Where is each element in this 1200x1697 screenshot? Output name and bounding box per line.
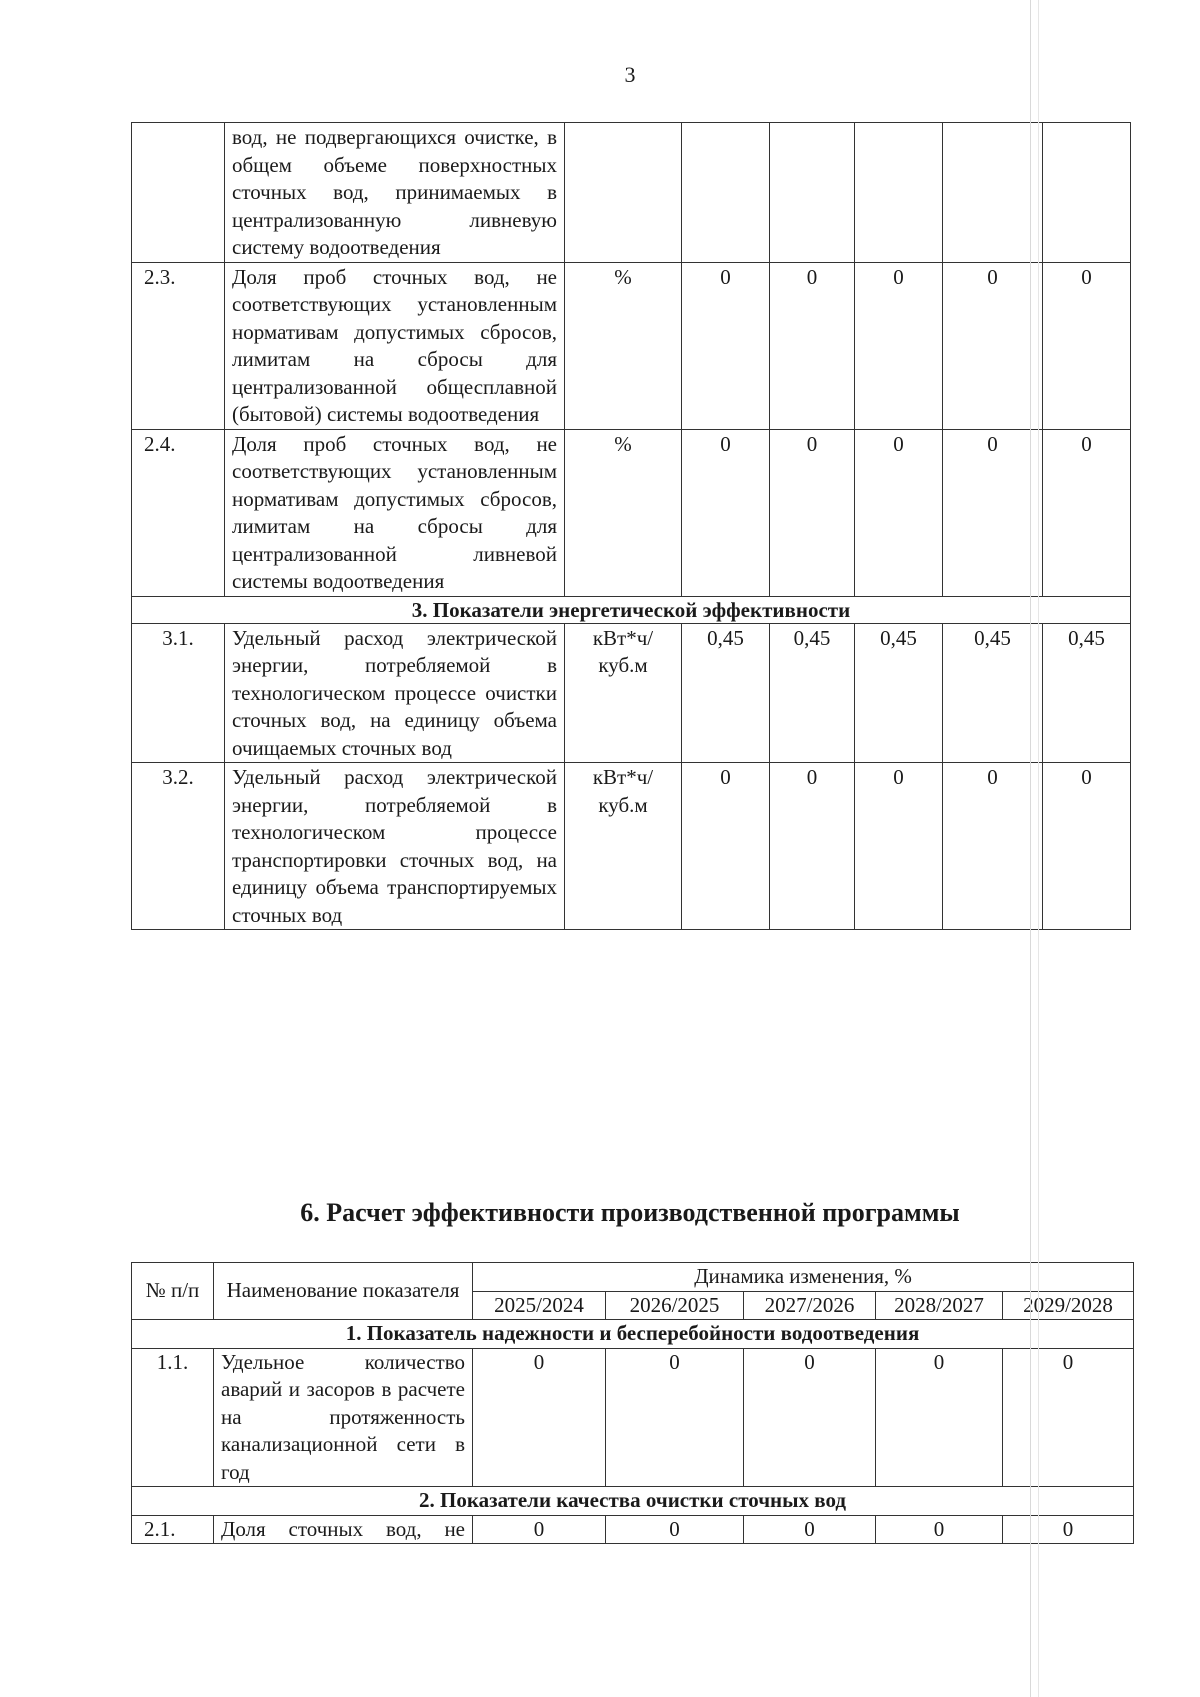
- indicator-name: вод, не подвергающихся очистке, в общем объеме поверхностных сточных вод, принимаемых в централизованную ливневую систему водоотведения: [225, 123, 565, 263]
- value-cell: 0: [943, 429, 1043, 596]
- value-cell: 0,45: [682, 623, 770, 763]
- indicator-name: Доля проб сточных вод, не соответствующих установленным нормативам допустимых сбросов, лимитам на сбросы для централизованной общесплавной (бытовой) системы водоотведения: [225, 262, 565, 429]
- col-number-header: № п/п: [132, 1263, 214, 1320]
- scan-artifact-line: [1030, 0, 1031, 1697]
- indicator-name: Удельный расход электрической энергии, потребляемой в технологическом процессе транспортировки сточных вод, на единицу объема транспортируемых сточных вод: [225, 763, 565, 930]
- section-title: 1. Показатель надежности и бесперебойности водоотведения: [132, 1320, 1134, 1349]
- value-cell: [855, 123, 943, 263]
- section-row: [132, 1487, 1134, 1516]
- value-cell: 0: [855, 262, 943, 429]
- table-row: [132, 429, 1131, 596]
- indicator-name: Удельное количество аварий и засоров в расчете на протяженность канализационной сети в год: [214, 1348, 473, 1487]
- indicator-name: Удельный расход электрической энергии, потребляемой в технологическом процессе очистки сточных вод, на единицу объема очищаемых сточных вод: [225, 623, 565, 763]
- unit-cell: кВт*ч/куб.м: [565, 763, 682, 930]
- value-cell: 0: [682, 763, 770, 930]
- indicator-name: Доля проб сточных вод, не соответствующих установленным нормативам допустимых сбросов, лимитам на сбросы для централизованной ливневой системы водоотведения: [225, 429, 565, 596]
- value-cell: 0: [876, 1348, 1003, 1487]
- row-number: 2.4.: [132, 429, 225, 596]
- value-cell: [770, 123, 855, 263]
- table-row: [132, 763, 1131, 930]
- value-cell: 0: [1003, 1348, 1134, 1487]
- value-cell: 0,45: [770, 623, 855, 763]
- value-cell: 0: [943, 763, 1043, 930]
- unit-cell: кВт*ч/куб.м: [565, 623, 682, 763]
- year-header: 2029/2028: [1003, 1291, 1134, 1320]
- value-cell: 0: [473, 1515, 606, 1544]
- table-row: [132, 1348, 1134, 1487]
- unit-cell: %: [565, 429, 682, 596]
- value-cell: 0: [682, 429, 770, 596]
- year-header: 2025/2024: [473, 1291, 606, 1320]
- section-row: [132, 596, 1131, 623]
- value-cell: 0: [606, 1515, 744, 1544]
- row-number: 2.3.: [132, 262, 225, 429]
- scan-artifact-line: [1038, 0, 1039, 1697]
- page-number: 3: [624, 62, 636, 87]
- table-row: [132, 123, 1131, 263]
- value-cell: 0: [473, 1348, 606, 1487]
- year-header: 2027/2026: [744, 1291, 876, 1320]
- indicators-table-continued: [131, 122, 1131, 930]
- value-cell: 0: [1003, 1515, 1134, 1544]
- value-cell: 0: [855, 763, 943, 930]
- value-cell: 0: [1043, 262, 1131, 429]
- col-dynamics-header: Динамика изменения, %: [473, 1263, 1134, 1292]
- efficiency-table: [131, 1262, 1134, 1544]
- value-cell: 0: [876, 1515, 1003, 1544]
- row-number: 1.1.: [132, 1348, 214, 1487]
- value-cell: [1043, 123, 1131, 263]
- value-cell: [943, 123, 1043, 263]
- header-row: [132, 1263, 1134, 1292]
- section-title: 2. Показатели качества очистки сточных вод: [132, 1487, 1134, 1516]
- value-cell: 0: [855, 429, 943, 596]
- section-row: [132, 1320, 1134, 1349]
- value-cell: 0: [1043, 429, 1131, 596]
- row-number: [132, 123, 225, 263]
- table-row: [132, 623, 1131, 763]
- section-heading: 6. Расчет эффективности производственной программы: [300, 1198, 960, 1227]
- value-cell: 0: [770, 429, 855, 596]
- year-header: 2026/2025: [606, 1291, 744, 1320]
- value-cell: 0: [682, 262, 770, 429]
- col-name-header: Наименование показателя: [214, 1263, 473, 1320]
- year-header: 2028/2027: [876, 1291, 1003, 1320]
- value-cell: 0,45: [855, 623, 943, 763]
- value-cell: 0: [744, 1348, 876, 1487]
- row-number: 2.1.: [132, 1515, 214, 1544]
- value-cell: 0: [943, 262, 1043, 429]
- section-title: 3. Показатели энергетической эффективности: [132, 596, 1131, 623]
- row-number: 3.2.: [132, 763, 225, 930]
- indicator-name: Доля сточных вод, не: [214, 1515, 473, 1544]
- table-row: [132, 262, 1131, 429]
- value-cell: 0: [1043, 763, 1131, 930]
- value-cell: [682, 123, 770, 263]
- value-cell: 0: [606, 1348, 744, 1487]
- value-cell: 0: [770, 262, 855, 429]
- value-cell: 0,45: [1043, 623, 1131, 763]
- value-cell: 0: [744, 1515, 876, 1544]
- value-cell: 0,45: [943, 623, 1043, 763]
- table-row: [132, 1515, 1134, 1544]
- unit-cell: %: [565, 262, 682, 429]
- row-number: 3.1.: [132, 623, 225, 763]
- unit-cell: [565, 123, 682, 263]
- value-cell: 0: [770, 763, 855, 930]
